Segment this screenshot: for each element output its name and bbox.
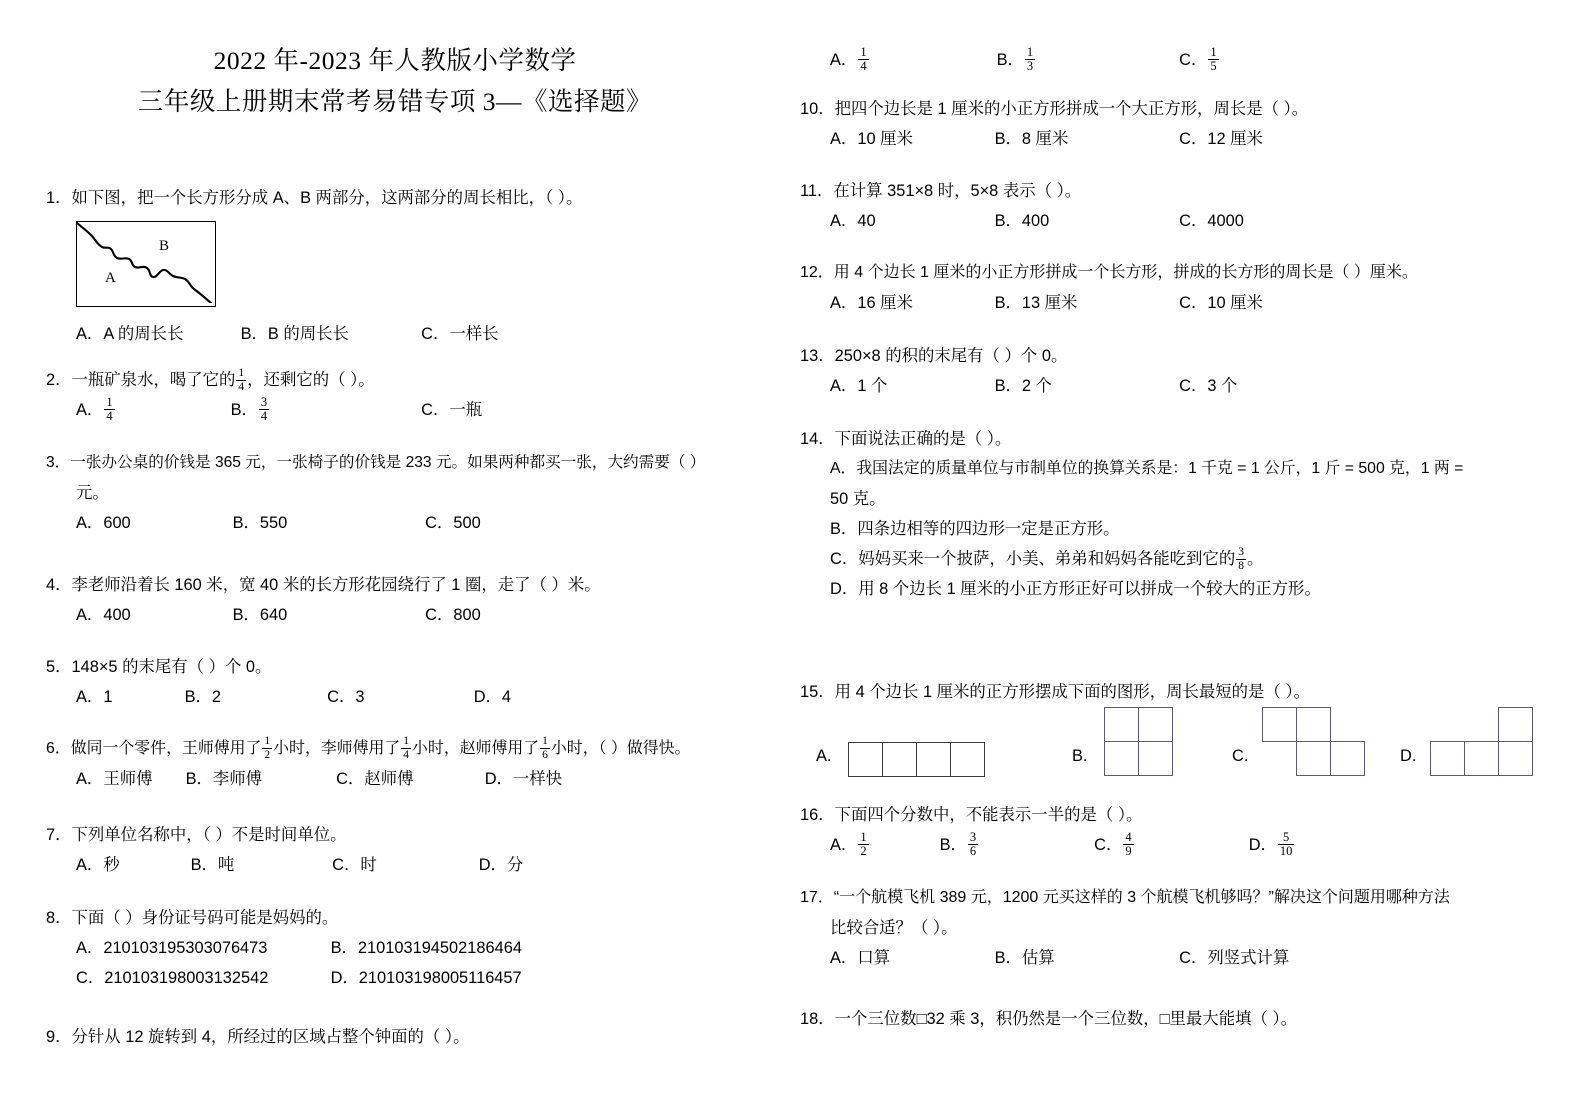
option-b[interactable]: B． $\frac{3}{6}$ — [939, 829, 977, 859]
question-10-text: 10．把四个边长是 1 厘米的小正方形拼成一个大正方形，周长是（ ）。 — [800, 100, 1309, 118]
question-3-options — [46, 508, 776, 538]
option-d-label: D. — [1400, 746, 1417, 765]
l-shape-icon — [1430, 707, 1534, 777]
question-7 — [46, 820, 776, 880]
option-c[interactable]: C．时 — [332, 856, 377, 874]
option-b-fraction: $\frac{1}{3}$ — [1026, 44, 1034, 74]
question-17-options — [800, 943, 1560, 973]
figure-label-a: A — [105, 270, 116, 286]
question-15-text: 15．用 4 个边长 1 厘米的正方形摆成下面的图形，周长最短的是（ ）。 — [800, 683, 1310, 701]
question-16-text: 16．下面四个分数中，不能表示一半的是（ ）。 — [800, 806, 1143, 824]
option-b[interactable]: B．210103194502186464 — [330, 939, 522, 957]
question-3-text-line-1: 3．一张办公桌的价钱是 365 元，一张椅子的价钱是 233 元。如果两种都买一张，大约需要（ ） — [46, 454, 706, 471]
option-a[interactable]: A．40 — [830, 212, 876, 230]
option-c-fraction: $\frac{1}{5}$ — [1210, 44, 1217, 74]
question-6 — [46, 734, 776, 794]
option-d[interactable]: D． $\frac{5}{10}$ — [1248, 829, 1293, 859]
question-5-options — [46, 682, 776, 712]
question-9 — [46, 1022, 776, 1052]
question-9-options — [800, 45, 1560, 75]
option-d[interactable]: D．用 8 个边长 1 厘米的小正方形正好可以拼成一个较大的正方形。 — [830, 580, 1321, 598]
option-d[interactable]: D．分 — [478, 856, 524, 874]
question-15 — [800, 677, 1560, 779]
option-c[interactable]: C．列竖式计算 — [1179, 949, 1290, 967]
question-4 — [46, 570, 776, 630]
question-2 — [46, 365, 776, 425]
title-line-2: 三年级上册期末常考易错专项 3—《选择题》 — [137, 87, 653, 116]
option-c[interactable]: C． $\frac{4}{9}$ — [1094, 829, 1132, 859]
option-a-line-2[interactable]: 50 克。 — [830, 490, 886, 508]
option-b[interactable]: B．2 个 — [994, 377, 1052, 395]
question-8-options-row-1 — [46, 933, 776, 963]
option-d[interactable]: D．210103198005116457 — [330, 969, 522, 987]
question-11-options — [800, 206, 1560, 236]
option-b[interactable]: B．8 厘米 — [994, 130, 1069, 148]
question-15-shape-options — [800, 707, 1560, 779]
question-16-options — [800, 830, 1560, 860]
figure-label-b: B — [159, 238, 170, 254]
question-2-text — [46, 365, 776, 395]
page-title — [0, 40, 790, 122]
question-14 — [800, 424, 1560, 604]
option-b-fraction: $\frac{3}{6}$ — [969, 829, 977, 859]
option-a-fraction: $\frac{1}{4}$ — [860, 44, 867, 74]
question-7-text: 7．下列单位名称中，（ ）不是时间单位。 — [46, 826, 347, 844]
question-4-options — [46, 600, 776, 630]
option-c-fraction: $\frac{4}{9}$ — [1125, 829, 1132, 859]
stem-fraction-1: $\frac{1}{2}$ — [264, 735, 271, 761]
question-3 — [46, 448, 776, 538]
question-1-options — [46, 319, 776, 349]
option-b[interactable]: B．400 — [994, 212, 1050, 230]
option-c[interactable]: C．一瓶 — [421, 401, 483, 419]
option-b[interactable]: B．李师傅 — [185, 770, 263, 788]
question-10-options — [800, 124, 1560, 154]
question-9-text: 9．分针从 12 旋转到 4，所经过的区域占整个钟面的（ ）。 — [46, 1028, 470, 1046]
option-b[interactable]: B．B 的周长长 — [240, 325, 349, 343]
option-a-fraction: $\frac{1}{2}$ — [860, 829, 867, 859]
option-a[interactable]: A．口算 — [830, 949, 891, 967]
option-c[interactable]: C． $\frac{1}{5}$ — [1179, 44, 1217, 74]
option-b[interactable]: B． $\frac{3}{4}$ — [230, 394, 268, 424]
option-a[interactable]: A． $\frac{1}{4}$ — [830, 44, 867, 74]
question-14-text: 14．下面说法正确的是（ ）。 — [800, 430, 1012, 448]
question-1-text: 1．如下图，把一个长方形分成 A、B 两部分，这两部分的周长相比，（ ）。 — [46, 189, 583, 207]
option-c[interactable]: C．赵师傅 — [336, 770, 414, 788]
question-12-options — [800, 288, 1560, 318]
question-13-options — [800, 371, 1560, 401]
option-a[interactable]: A．1 个 — [830, 377, 888, 395]
option-c[interactable]: C．500 — [425, 514, 481, 532]
option-b[interactable]: B． $\frac{1}{3}$ — [996, 44, 1034, 74]
question-6-options — [46, 764, 776, 794]
option-a[interactable]: A．210103195303076473 — [76, 939, 268, 957]
question-10 — [800, 94, 1560, 154]
two-by-two-square-icon — [1104, 707, 1174, 777]
option-a[interactable]: A．秒 — [76, 856, 120, 874]
question-7-options — [46, 850, 776, 880]
option-c-fraction: $\frac{3}{8}$ — [1238, 546, 1244, 572]
question-8 — [46, 903, 776, 993]
question-9-options-row — [800, 45, 1560, 75]
option-a-label: A. — [816, 746, 832, 765]
question-13-text: 13．250×8 的积的末尾有（ ）个 0。 — [800, 347, 1068, 365]
option-c[interactable]: C．12 厘米 — [1179, 130, 1263, 148]
option-b[interactable]: B．估算 — [994, 949, 1055, 967]
option-c[interactable]: C．3 个 — [1179, 377, 1238, 395]
option-c[interactable]: C．4000 — [1179, 212, 1244, 230]
wavy-divider-icon — [77, 222, 212, 303]
stem-fraction-3: $\frac{1}{6}$ — [542, 735, 548, 761]
question-3-text-line-2: 元。 — [76, 484, 109, 502]
question-1 — [46, 183, 776, 349]
option-a[interactable]: A．16 厘米 — [830, 294, 913, 312]
option-b-label: B. — [1072, 746, 1088, 765]
option-c[interactable]: C．210103198003132542 — [76, 969, 269, 987]
option-c[interactable]: C．3 — [327, 688, 365, 706]
question-2-stem-b: ，还剩它的（ ）。 — [247, 371, 375, 389]
option-d[interactable]: D．4 — [473, 688, 512, 706]
question-8-text: 8．下面（ ）身份证号码可能是妈妈的。 — [46, 909, 339, 927]
question-12-text: 12．用 4 个边长 1 厘米的小正方形拼成一个长方形，拼成的长方形的周长是（ ）厘米。 — [800, 264, 1418, 281]
option-c[interactable]: C．800 — [425, 606, 481, 624]
question-17 — [800, 883, 1560, 973]
s-shape-icon — [1262, 707, 1366, 777]
question-13 — [800, 341, 1560, 401]
option-c[interactable]: C．一样长 — [421, 325, 499, 343]
question-17-text-line-2: 比较合适？（ ）。 — [830, 919, 958, 937]
question-4-text: 4．李老师沿着长 160 米，宽 40 米的长方形花园绕行了 1 圈，走了（ ）米。 — [46, 576, 601, 594]
question-1-figure — [76, 221, 216, 307]
question-5 — [46, 652, 776, 712]
option-a-fraction: $\frac{1}{4}$ — [106, 394, 113, 424]
option-a[interactable]: A．1 — [76, 688, 113, 706]
option-a[interactable]: A．10 厘米 — [830, 130, 913, 148]
question-2-stem-a: 2．一瓶矿泉水，喝了它的 — [46, 371, 236, 389]
option-a[interactable]: A． $\frac{1}{2}$ — [830, 829, 867, 859]
option-b-fraction: $\frac{3}{4}$ — [260, 394, 268, 424]
question-12 — [800, 258, 1560, 318]
question-16 — [800, 800, 1560, 860]
question-11 — [800, 176, 1560, 236]
option-a[interactable]: A．A 的周长长 — [76, 325, 184, 343]
option-a-line-1[interactable]: A．我国法定的质量单位与市制单位的换算关系是：1 千克 = 1 公斤，1 斤 = 500 克，1 两 = — [830, 460, 1464, 477]
question-17-text-line-1: 17．“一个航模飞机 389 元，1200 元买这样的 3 个航模飞机够吗？”解决这个问题用哪种方法 — [800, 889, 1450, 906]
option-b[interactable]: B．550 — [232, 514, 288, 532]
option-a[interactable]: A．400 — [76, 606, 131, 624]
stem-fraction: $\frac{1}{4}$ — [238, 367, 245, 393]
question-11-text: 11．在计算 351×8 时，5×8 表示（ ）。 — [800, 182, 1082, 200]
option-c[interactable]: C．10 厘米 — [1179, 294, 1263, 312]
option-b[interactable]: B．640 — [232, 606, 288, 624]
option-b[interactable]: B．13 厘米 — [994, 294, 1078, 312]
option-b[interactable]: B．吨 — [190, 856, 235, 874]
stem-fraction-2: $\frac{1}{4}$ — [403, 735, 410, 761]
option-c[interactable]: C．妈妈买来一个披萨，小美、弟弟和妈妈各能吃到它的 $\frac{3}{8}$ 。 — [830, 546, 1264, 572]
question-18 — [800, 1004, 1560, 1034]
option-c-label: C. — [1232, 746, 1249, 765]
question-2-options — [46, 395, 776, 425]
question-5-text: 5．148×5 的末尾有（ ）个 0。 — [46, 658, 272, 676]
option-b[interactable]: B．2 — [184, 688, 222, 706]
question-18-text: 18．一个三位数□32 乘 3，积仍然是一个三位数，□里最大能填（ ）。 — [800, 1010, 1297, 1028]
option-d[interactable]: D．一样快 — [484, 770, 563, 788]
option-d-fraction: $\frac{5}{10}$ — [1279, 829, 1293, 859]
question-6-text: 6．做同一个零件，王师傅用了 $\frac{1}{2}$ 小时，李师傅用了 $\frac{1}{4}$ 小时，赵师傅用了 $\frac{1}{6}$ 小时，（ ）做得快。 — [46, 735, 691, 761]
title-line-1: 2022 年-2023 年人教版小学数学 — [213, 46, 577, 75]
question-8-options-row-2 — [46, 963, 776, 993]
option-a[interactable]: A． $\frac{1}{4}$ — [76, 394, 113, 424]
option-a[interactable]: A．600 — [76, 514, 131, 532]
option-a[interactable]: A．王师傅 — [76, 770, 153, 788]
row-of-four-icon — [848, 742, 988, 777]
option-b[interactable]: B．四条边相等的四边形一定是正方形。 — [830, 520, 1120, 538]
